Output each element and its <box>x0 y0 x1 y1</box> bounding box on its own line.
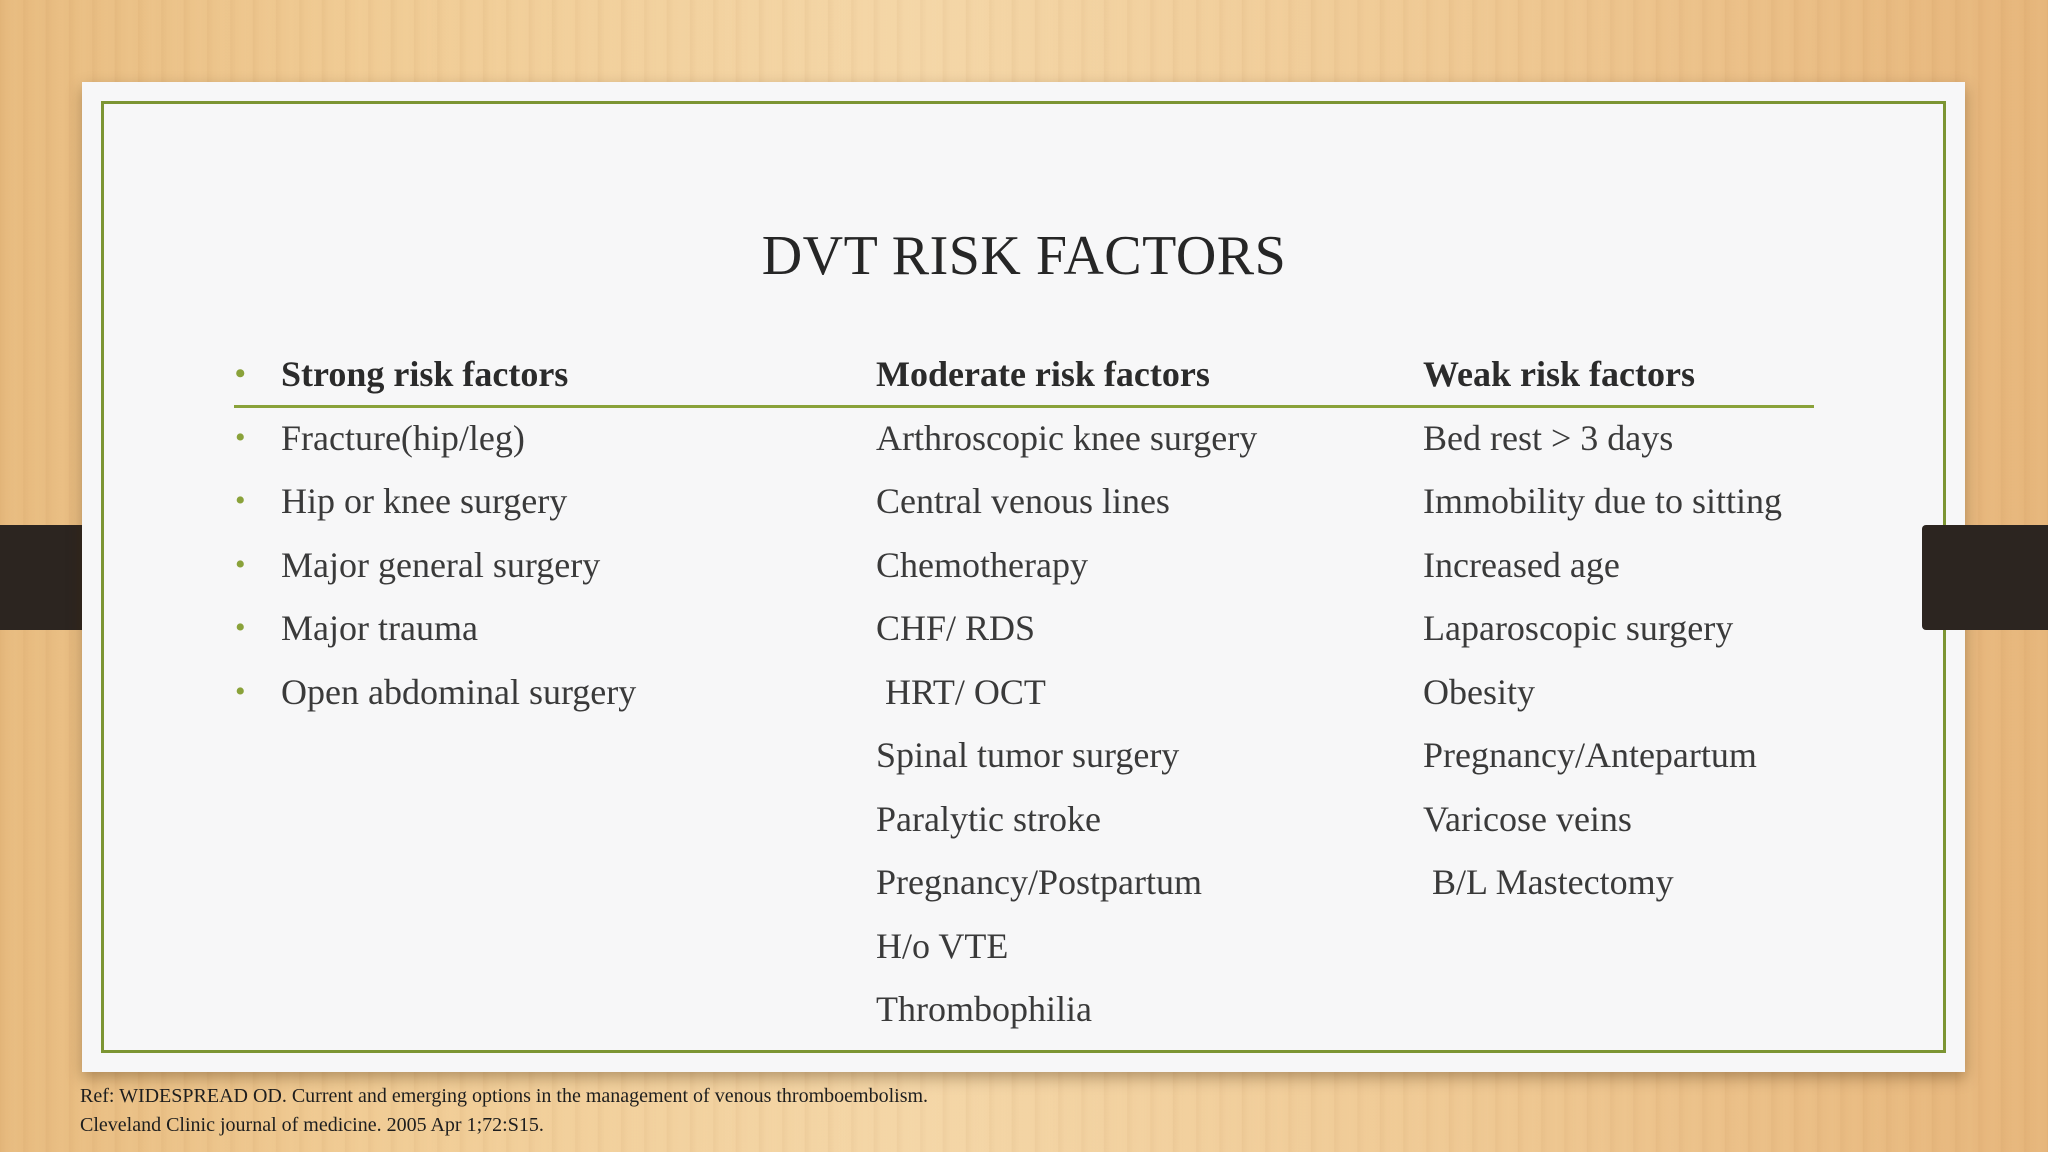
strong-item-label: Major general surgery <box>281 544 601 585</box>
strong-risk-factors-column <box>235 352 637 733</box>
bullet-icon: • <box>235 420 246 454</box>
weak-item: Bed rest > 3 days <box>1423 417 1674 458</box>
weak-header: Weak risk factors <box>1423 354 1695 394</box>
strong-item-label: Fracture(hip/leg) <box>281 417 525 458</box>
weak-item: Varicose veins <box>1423 798 1632 839</box>
bullet-icon: • <box>235 357 246 390</box>
slide-title: DVT RISK FACTORS <box>761 225 1287 287</box>
moderate-header: Moderate risk factors <box>876 354 1210 394</box>
moderate-item: Arthroscopic knee surgery <box>876 417 1258 458</box>
weak-item: Pregnancy/Antepartum <box>1423 735 1757 775</box>
reference-line-1: Ref: WIDESPREAD OD. Current and emerging options in the management of venous thromboembolism. <box>80 1085 929 1107</box>
bullet-icon: • <box>235 484 246 517</box>
moderate-item: CHF/ RDS <box>876 608 1036 648</box>
strong-item <box>235 670 637 734</box>
reference-citation <box>80 1082 928 1140</box>
bullet-icon: • <box>235 674 246 708</box>
reference-line-2: Cleveland Clinic journal of medicine. 2005 Apr 1;72:S15. <box>80 1114 544 1136</box>
strong-item <box>235 479 636 543</box>
strong-item <box>235 606 636 670</box>
strong-item-label: Hip or knee surgery <box>281 481 568 521</box>
moderate-risk-factors-column <box>876 352 1257 1051</box>
moderate-item: Chemotherapy <box>876 544 1088 585</box>
weak-item: Immobility due to sitting <box>1423 481 1782 521</box>
weak-item: Obesity <box>1423 671 1535 712</box>
moderate-item: H/o VTE <box>876 925 1009 966</box>
moderate-item: Paralytic stroke <box>876 798 1101 839</box>
strong-item-label: Major trauma <box>281 608 478 648</box>
strong-header-label: Strong risk factors <box>281 354 569 394</box>
strong-item <box>235 416 636 480</box>
moderate-item: Central venous lines <box>876 481 1170 521</box>
weak-item: Laparoscopic surgery <box>1423 608 1734 648</box>
binder-clip-right <box>1922 525 2048 630</box>
bullet-icon: • <box>235 547 246 581</box>
weak-risk-factors-column <box>1423 352 1782 924</box>
moderate-item: Spinal tumor surgery <box>876 735 1180 775</box>
strong-header <box>235 352 636 416</box>
moderate-item: Thrombophilia <box>876 989 1092 1029</box>
strong-item <box>235 543 636 607</box>
weak-item: Increased age <box>1423 544 1620 585</box>
moderate-item: HRT/ OCT <box>876 671 1046 712</box>
strong-item-label: Open abdominal surgery <box>281 671 637 712</box>
weak-item: B/L Mastectomy <box>1423 862 1674 902</box>
moderate-item: Pregnancy/Postpartum <box>876 862 1202 902</box>
bullet-icon: • <box>235 611 246 644</box>
